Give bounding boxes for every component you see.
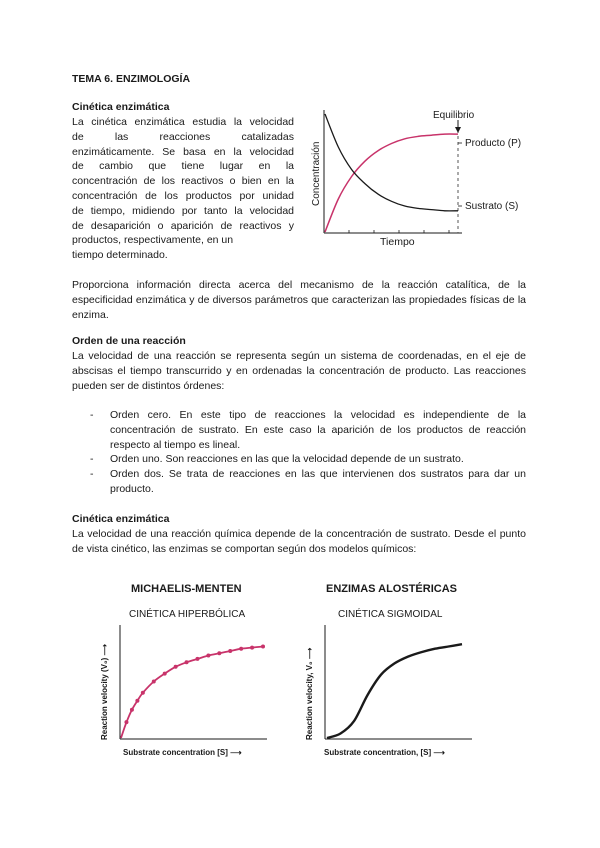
mm-data-point <box>124 720 128 724</box>
mm-data-point <box>228 649 232 653</box>
mm-data-point <box>250 646 254 650</box>
allo-curve <box>327 644 462 738</box>
paragraph-2: Proporciona información directa acerca del mecanismo de la reacción catalítica, de la especificidad enzimática y de diversos parámetros que caracterizan las propiedades físicas de la enzima. <box>72 279 526 321</box>
allosteric-chart <box>300 580 490 765</box>
substrate-curve <box>325 114 458 211</box>
intro-line: La cinética enzimática estudia la velocidad <box>72 116 294 128</box>
section-heading-orden: Orden de una reacción <box>72 335 186 347</box>
page-title: TEMA 6. ENZIMOLOGÍA <box>72 73 191 85</box>
mm-data-point <box>135 699 139 703</box>
intro-line: tiempo determinado. <box>72 249 168 262</box>
mm-data-point <box>163 672 167 676</box>
equilibrium-chart <box>300 100 540 260</box>
mm-data-point <box>185 660 189 664</box>
mm-data-point <box>130 708 134 712</box>
orden-paragraph: La velocidad de una reacción se representa según un sistema de coordenadas, en el eje de abscisas el tiempo transcurrido y en ordenadas la concentración de producto. Las reacciones pueden ser de distintos órdenes: <box>72 350 526 392</box>
section-heading-cinetica: Cinética enzimática <box>72 101 170 113</box>
michaelis-menten-chart <box>95 580 285 765</box>
product-label: Producto (P) <box>465 138 522 149</box>
allo-title: ENZIMAS ALOSTÉRICAS <box>326 583 457 595</box>
mm-data-point <box>239 647 243 651</box>
mm-x-label: Substrate concentration [S] ⟶ <box>123 748 242 757</box>
intro-line: de cambio que tiene lugar en la <box>72 160 294 173</box>
intro-line: concentración de los reactivos o bien en la <box>72 175 294 188</box>
intro-line: de desaparición o aparición de reactivos y <box>72 219 294 232</box>
allo-x-label: Substrate concentration, [S] ⟶ <box>324 748 445 757</box>
cinetica-paragraph: La velocidad de una reacción química depende de la concentración de sustrato. Desde el punto de vista cinético, las enzimas se comportan según dos modelos químicos: <box>72 528 526 555</box>
allo-y-label: Reaction velocity, V₀ ⟶ <box>305 647 314 740</box>
mm-subtitle: CINÉTICA HIPERBÓLICA <box>129 609 246 620</box>
section-heading-cinetica-2: Cinética enzimática <box>72 513 170 525</box>
mm-data-point <box>141 691 145 695</box>
intro-line: de las reacciones catalizadas <box>72 130 294 143</box>
allo-subtitle: CINÉTICA SIGMOIDAL <box>338 609 443 620</box>
x-axis-label: Tiempo <box>380 236 415 248</box>
list-item: - Orden dos. Se trata de reacciones en las que intervienen dos sustratos para dar un producto. <box>90 468 526 495</box>
mm-data-point <box>152 680 156 684</box>
mm-data-point <box>195 657 199 661</box>
intro-line: productos, respectivamente, en un <box>72 234 234 247</box>
product-curve <box>325 134 458 232</box>
mm-data-point <box>261 644 265 648</box>
list-item: - Orden cero. En este tipo de reacciones la velocidad es independiente de la concentración de sustrato. En este caso la aparición de los productos de reacción respecto al tiempo es lineal. <box>90 409 526 451</box>
equilibrium-arrowhead <box>455 127 461 133</box>
intro-line: enzimáticamente. Se basa en la velocidad <box>72 145 294 158</box>
mm-data-point <box>174 665 178 669</box>
substrate-label: Sustrato (S) <box>465 201 519 212</box>
list-item: - Orden uno. Son reacciones en las que la velocidad depende de un sustrato. <box>90 453 464 466</box>
intro-paragraph <box>72 115 294 263</box>
mm-y-label: Reaction velocity (V₀) ⟶ <box>100 644 109 740</box>
mm-title: MICHAELIS-MENTEN <box>131 583 242 595</box>
mm-data-point <box>217 651 221 655</box>
mm-points <box>124 644 265 724</box>
y-axis-label: Concentración <box>311 141 322 206</box>
equilibrium-label: Equilibrio <box>433 110 475 121</box>
intro-line: concentración de los productos por unidad <box>72 189 294 202</box>
intro-line: de tiempo, midiendo por tanto la velocidad <box>72 204 294 217</box>
order-list <box>90 408 526 497</box>
mm-data-point <box>206 654 210 658</box>
